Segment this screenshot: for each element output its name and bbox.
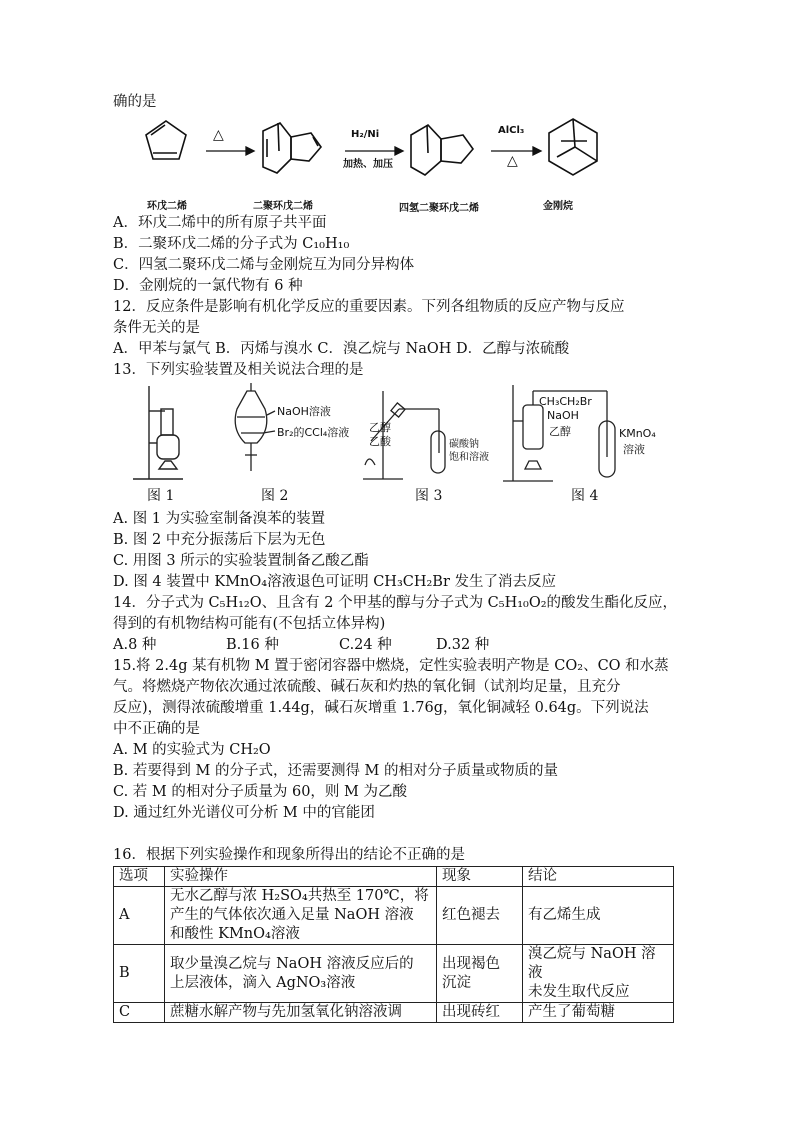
row-b-phenomenon: [437, 945, 523, 1003]
fig3-label-acid: 乙酸: [369, 435, 391, 448]
q15-option-d: D. 通过红外光谱仪可分析 M 中的官能团: [113, 805, 375, 821]
figure-1-apparatus: [133, 386, 183, 479]
header-operation: 实验操作: [165, 867, 437, 887]
reaction-svg: [113, 113, 688, 213]
q13-stem: 13．下列实验装置及相关说法合理的是: [113, 362, 364, 378]
q12-options: A．甲苯与氯气 B．丙烯与溴水 C．溴乙烷与 NaOH D．乙醇与浓硫酸: [113, 341, 570, 357]
compound-name-1: 环戊二烯: [147, 201, 187, 212]
q14-options: [113, 635, 688, 656]
table-row: [114, 887, 674, 945]
arrow-2: [345, 147, 403, 155]
exam-page: [113, 92, 688, 1023]
q11-option-c: C．四氢二聚环戊二烯与金刚烷互为同分异构体: [113, 257, 415, 273]
adamantane-structure: [549, 119, 597, 175]
cond3-bottom-label: △: [507, 153, 518, 169]
q15-stem-line4: 中不正确的是: [113, 721, 200, 737]
row-c-conclusion: [523, 1003, 674, 1023]
fig4-label-naoh: NaOH: [547, 409, 579, 422]
q15-stem-line3: 反应)，测得浓硫酸增重 1.44g，碱石灰增重 1.76g，氧化铜减轻 0.64g。下列说法: [113, 700, 649, 716]
tetrahydro-structure: [411, 125, 473, 175]
compound-name-3: 四氢二聚环戊二烯: [399, 203, 479, 214]
row-c-con-line1: 产生了葡萄糖: [528, 1004, 615, 1020]
figure-2-apparatus: [235, 383, 275, 471]
q13-option-b: B. 图 2 中充分振荡后下层为无色: [113, 532, 326, 548]
fig2-label-br2: Br₂的CCl₄溶液: [277, 426, 350, 439]
row-b-op-line2: 上层液体，滴入 AgNO₃溶液: [170, 974, 356, 991]
table-row: [114, 1003, 674, 1023]
figure-2-label: 图 2: [261, 488, 289, 504]
row-a-operation: [165, 887, 437, 945]
q13-option-d: D. 图 4 装置中 KMnO₄溶液退色可证明 CH₃CH₂Br 发生了消去反应: [113, 574, 557, 590]
q13-option-a: A. 图 1 为实验室制备溴苯的装置: [113, 511, 326, 527]
row-a-op-line1: 无水乙醇与浓 H₂SO₄共热至 170℃，将: [170, 888, 429, 904]
row-a-ph-line1: 红色褪去: [442, 907, 500, 923]
table-row: [114, 945, 674, 1003]
row-a-phenomenon: [437, 887, 523, 945]
q12-stem-line1: 12．反应条件是影响有机化学反应的重要因素。下列各组物质的反应产物与反应: [113, 299, 625, 315]
figure-1-label: 图 1: [147, 488, 175, 504]
row-b-con-line1: 溴乙烷与 NaOH 溶液: [528, 946, 656, 981]
row-b-operation: [165, 945, 437, 1003]
cond2-top-label: H₂/Ni: [351, 129, 380, 140]
q14-option-c: C.24 种: [339, 637, 392, 653]
row-a-con-line1: 有乙烯生成: [528, 907, 601, 923]
fig4-label-kmno4: KMnO₄: [619, 427, 656, 440]
q13-option-c: C. 用图 3 所示的实验装置制备乙酸乙酯: [113, 553, 369, 569]
reaction-scheme: [113, 113, 688, 213]
q14-stem-line1: 14．分子式为 C₅H₁₂O、且含有 2 个甲基的醇与分子式为 C₅H₁₀O₂的酸发生酯化反应，: [113, 595, 678, 611]
header-phenomenon: 现象: [437, 867, 523, 887]
row-c-ph-line1: 出现砖红: [442, 1004, 500, 1020]
fig3-label-ethanol: 乙醇: [369, 421, 391, 434]
q12-stem-line2: 条件无关的是: [113, 320, 200, 336]
row-c-option: C: [114, 1003, 165, 1023]
table-header-row: [114, 867, 674, 887]
row-a-conclusion: [523, 887, 674, 945]
q11-option-b: B．二聚环戊二烯的分子式为 C₁₀H₁₀: [113, 236, 350, 252]
row-b-con-line2: 未发生取代反应: [528, 984, 630, 1000]
row-c-op-line1: 蔗糖水解产物与先加氢氧化钠溶液调: [170, 1004, 402, 1020]
q15-stem-line2: 气。将燃烧产物依次通过浓硫酸、碱石灰和灼热的氧化铜（试剂均足量，且充分: [113, 679, 621, 695]
row-a-op-line2: 产生的气体依次通入足量 NaOH 溶液: [170, 907, 414, 923]
q15-option-c: C. 若 M 的相对分子质量为 60，则 M 为乙酸: [113, 784, 407, 800]
row-c-operation: [165, 1003, 437, 1023]
fig4-label-ethanol: 乙醇: [549, 425, 571, 438]
row-b-ph-line2: 沉淀: [442, 974, 471, 991]
q15-stem-line1: 15.将 2.4g 某有机物 M 置于密闭容器中燃烧，定性实验表明产物是 CO₂、CO 和水蒸: [113, 658, 669, 674]
apparatus-figures: [113, 381, 688, 509]
fig4-label-bromoethane: CH₃CH₂Br: [539, 395, 592, 408]
cyclopentadiene-structure: [146, 121, 186, 159]
fig3-label-carbonate: 碳酸钠: [449, 439, 479, 450]
q11-option-a: A．环戊二烯中的所有原子共平面: [113, 215, 327, 231]
cond2-bottom-label: 加热、加压: [343, 159, 393, 170]
intro-text: 确的是: [113, 94, 157, 110]
row-a-option: A: [114, 887, 165, 945]
compound-name-4: 金刚烷: [543, 201, 573, 212]
apparatus-svg: [113, 381, 688, 489]
q15-option-b: B. 若要得到 M 的分子式，还需要测得 M 的相对分子质量或物质的量: [113, 763, 559, 779]
q14-option-a: A.8 种: [113, 637, 157, 653]
q16-stem: 16．根据下列实验操作和现象所得出的结论不正确的是: [113, 847, 465, 863]
fig3-label-saturated: 饱和溶液: [449, 452, 489, 463]
row-b-ph-line1: 出现褐色: [442, 955, 500, 972]
fig2-label-naoh: NaOH溶液: [277, 405, 331, 418]
compound-name-2: 二聚环戊二烯: [253, 201, 313, 212]
header-conclusion: 结论: [523, 867, 674, 887]
q11-option-d: D．金刚烷的一氯代物有 6 种: [113, 278, 303, 294]
q14-option-d: D.32 种: [436, 637, 490, 653]
cond1-label: △: [213, 127, 224, 143]
dicyclopentadiene-structure: [263, 123, 321, 173]
arrow-1: [206, 147, 254, 155]
figure-4-label: 图 4: [571, 488, 599, 504]
q16-table: [113, 866, 674, 1023]
row-b-option: B: [114, 945, 165, 1003]
q14-option-b: B.16 种: [226, 637, 279, 653]
q15-option-a: A. M 的实验式为 CH₂O: [113, 742, 271, 758]
figure-3-label: 图 3: [415, 488, 443, 504]
row-a-op-line3: 和酸性 KMnO₄溶液: [170, 926, 300, 942]
q14-stem-line2: 得到的有机物结构可能有(不包括立体异构): [113, 616, 386, 632]
cond3-top-label: AlCl₃: [498, 125, 525, 136]
header-option: 选项: [114, 867, 165, 887]
row-b-op-line1: 取少量溴乙烷与 NaOH 溶液反应后的: [170, 955, 414, 972]
fig4-label-solution: 溶液: [623, 443, 645, 456]
row-b-conclusion: [523, 945, 674, 1003]
row-c-phenomenon: [437, 1003, 523, 1023]
